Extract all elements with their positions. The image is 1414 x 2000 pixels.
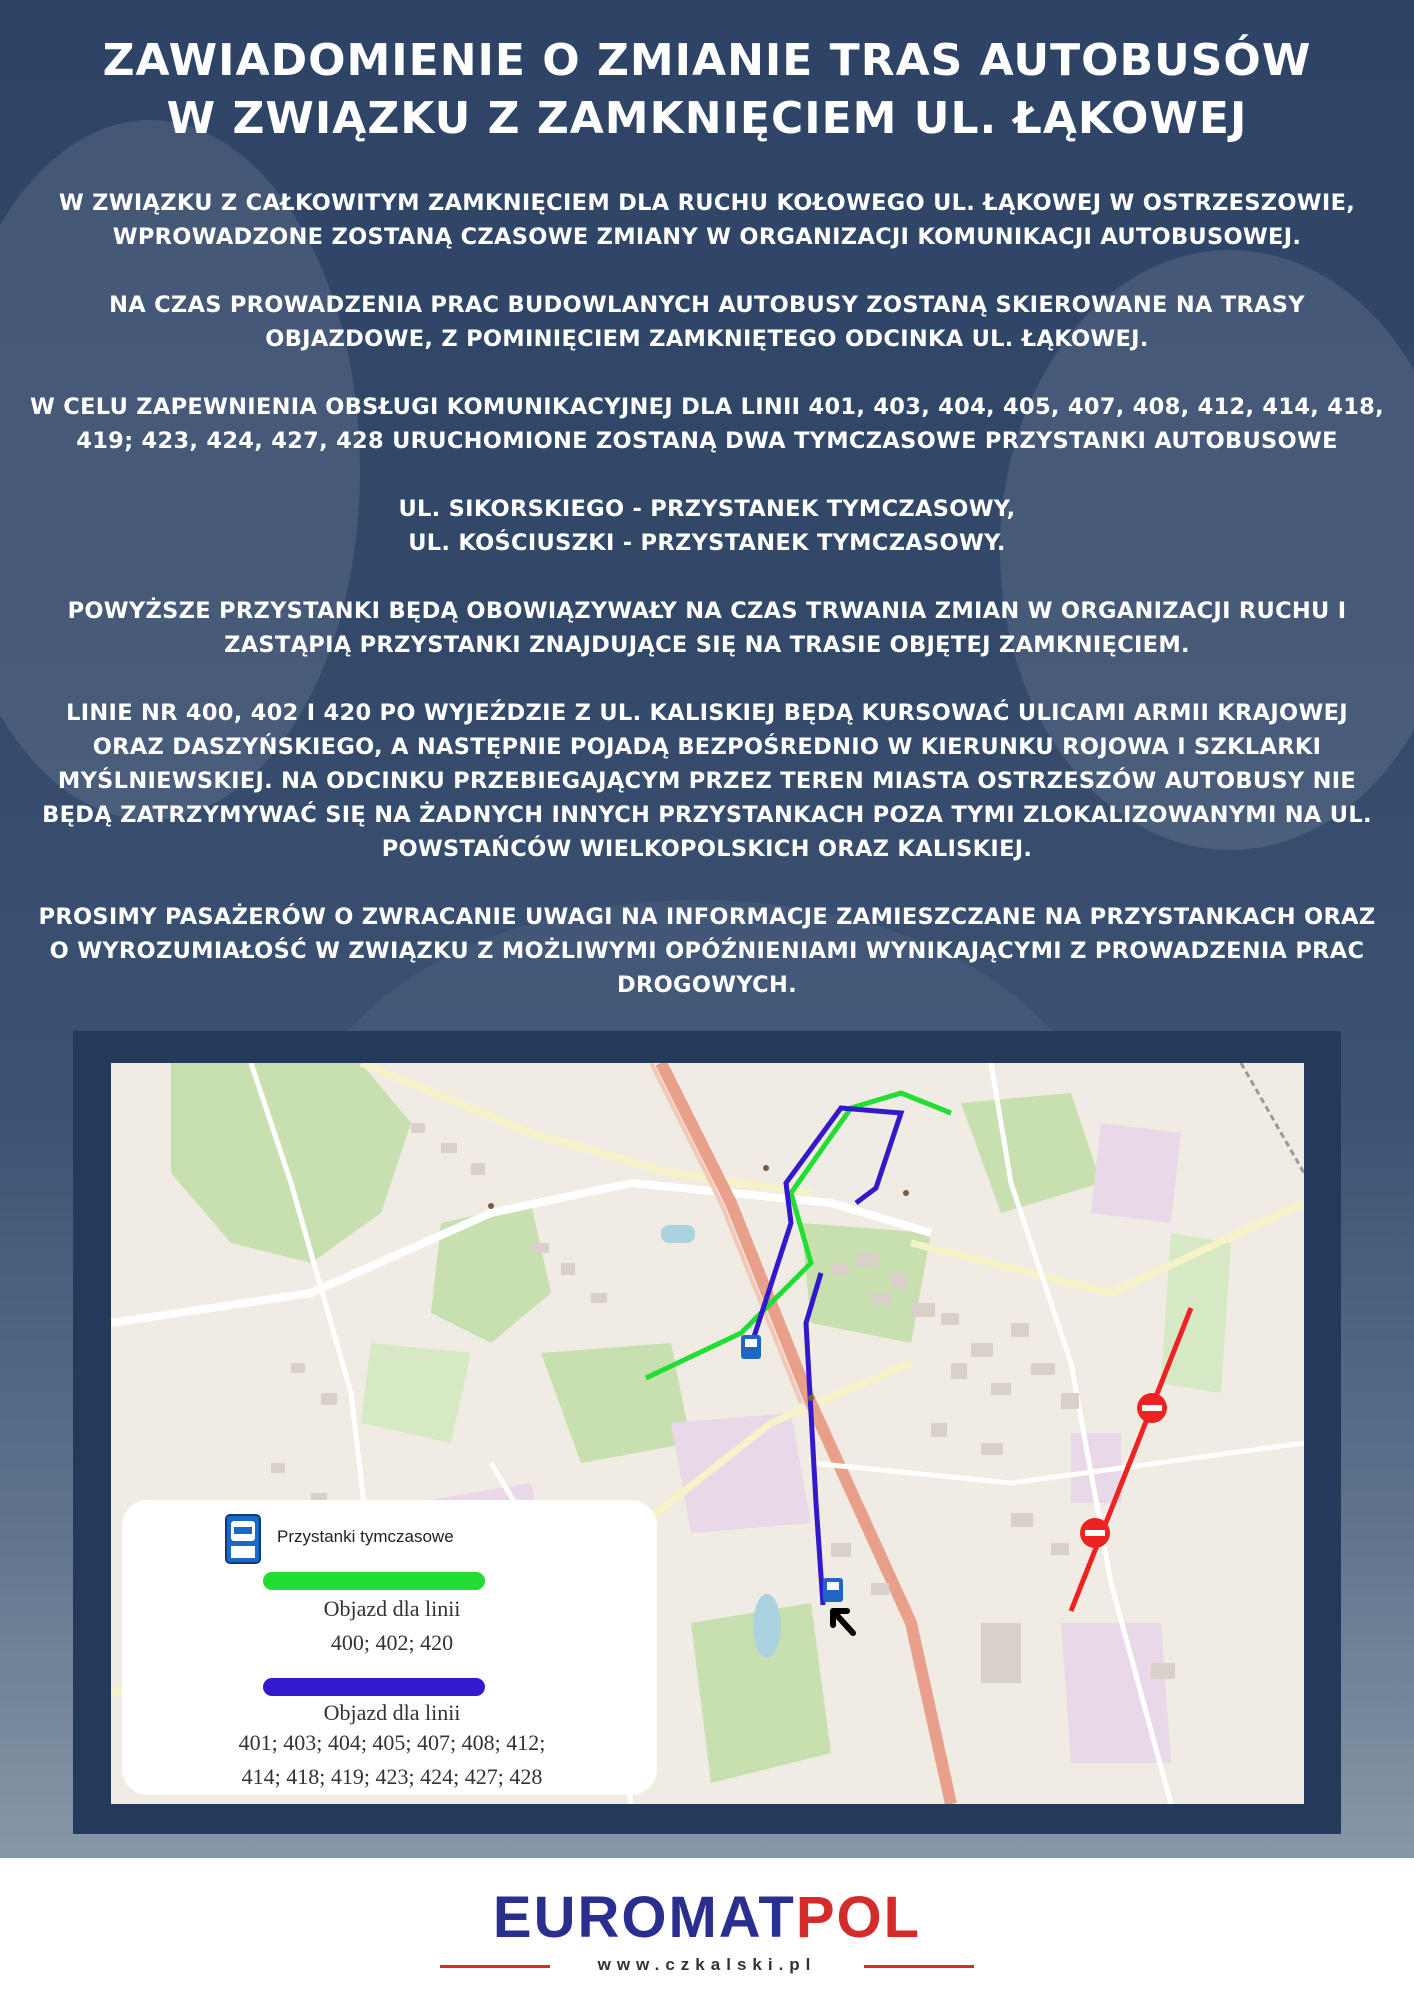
- road: [361, 1063, 811, 1193]
- forest-area: [431, 1203, 551, 1343]
- commercial-area: [671, 1413, 811, 1533]
- commercial-area: [1091, 1123, 1181, 1223]
- grass-area: [361, 1343, 471, 1443]
- park-area: [541, 1343, 691, 1463]
- no-entry-sign: [1080, 1518, 1110, 1548]
- arrow-icon: [833, 1611, 853, 1633]
- park-area: [961, 1093, 1101, 1213]
- paragraph-stop-list: [30, 492, 1384, 560]
- logo-part-euromat: EUROMAT: [492, 1885, 796, 1950]
- legend-blue-lines-2: 414; 418; 419; 423; 424; 427; 428: [241, 1764, 543, 1789]
- legend-blue-lines-1: 401; 403; 404; 405; 407; 408; 412;: [238, 1730, 546, 1755]
- paragraph-closure: W ZWIĄZKU Z CAŁKOWITYM ZAMKNIĘCIEM DLA RUCHU KOŁOWEGO UL. ŁĄKOWEJ W OSTRZESZOWIE, WPROWADZONE ZOSTANĄ CZASOWE ZMIANY W ORGANIZACJI KOMUNIKACJI AUTOBUSOWEJ.: [58, 190, 1356, 250]
- paragraph-detour: NA CZAS PROWADZENIA PRAC BUDOWLANYCH AUTOBUSY ZOSTANĄ SKIEROWANE NA TRASY OBJAZDOWE, Z POMINIĘCIEM ZAMKNIĘTEGO ODCINKA UL. ŁĄKOWEJ.: [109, 292, 1305, 352]
- announcement-body: [30, 186, 1384, 1036]
- map-legend: [122, 1500, 657, 1795]
- paragraph-validity: POWYŻSZE PRZYSTANKI BĘDĄ OBOWIĄZYWAŁY NA CZAS TRWANIA ZMIAN W ORGANIZACJI RUCHU I ZASTĄPIĄ PRZYSTANKI ZNAJDUJĄCE SIĘ NA TRASIE OBJĘTEJ ZAMKNIĘCIEM.: [67, 598, 1347, 658]
- legend-stops-label: Przystanki tymczasowe: [277, 1527, 454, 1546]
- company-logo: [0, 1886, 1414, 1950]
- no-entry-sign: [1137, 1393, 1167, 1423]
- pond: [753, 1594, 781, 1658]
- paragraph-temp-stops: W CELU ZAPEWNIENIA OBSŁUGI KOMUNIKACYJNEJ DLA LINII 401, 403, 404, 405, 407, 408, 412, 414, 418, 419; 423, 424, 427, 428 URUCHOMIONE ZOSTANĄ DWA TYMCZASOWE PRZYSTANKI AUTOBUSOWE: [30, 394, 1384, 454]
- road: [911, 1203, 1304, 1293]
- legend-green-lines: 400; 402; 420: [330, 1630, 454, 1655]
- bus-stop-icon: [823, 1578, 843, 1602]
- company-url[interactable]: www.czkalski.pl: [597, 1955, 817, 1974]
- legend-green-title: Objazd dla linii: [323, 1596, 461, 1621]
- bus-stop-icon: [741, 1335, 761, 1359]
- forest-area: [171, 1063, 411, 1263]
- logo-part-pol: POL: [795, 1885, 922, 1950]
- legend-green-bar: [263, 1572, 485, 1590]
- bus-stop-icon: [225, 1514, 261, 1564]
- stop-sikorskiego: UL. SIKORSKIEGO - PRZYSTANEK TYMCZASOWY,: [398, 496, 1016, 522]
- paragraph-lines-400-402-420: LINIE NR 400, 402 I 420 PO WYJEŹDZIE Z UL. KALISKIEJ BĘDĄ KURSOWAĆ ULICAMI ARMII KRAJOWEJ ORAZ DASZYŃSKIEGO, A NASTĘPNIE POJADĄ BEZPOŚREDNIO W KIERUNKU ROJOWA I SZKLARKI MYŚLNIEWSKIEJ. NA ODCINKU PRZEBIEGAJĄCYM PRZEZ TEREN MIASTA OSTRZESZÓW AUTOBUSY NIE BĘDĄ ZATRZYMYWAĆ SIĘ NA ŻADNYCH INNYCH PRZYSTANKACH POZA TYMI ZLOKALIZOWANYMI NA UL. POWSTAŃCÓW WIELKOPOLSKICH ORAZ KALISKIEJ.: [42, 700, 1372, 862]
- page-title: [0, 32, 1414, 148]
- stop-kosciuszki: UL. KOŚCIUSZKI - PRZYSTANEK TYMCZASOWY.: [408, 530, 1006, 556]
- pond: [661, 1225, 695, 1243]
- legend-blue-bar: [263, 1678, 485, 1696]
- legend-blue-title: Objazd dla linii: [323, 1700, 461, 1725]
- railway: [1241, 1063, 1304, 1173]
- road: [811, 1443, 1304, 1483]
- paragraph-request: PROSIMY PASAŻERÓW O ZWRACANIE UWAGI NA INFORMACJE ZAMIESZCZANE NA PRZYSTANKACH ORAZ O WYROZUMIAŁOŚĆ W ZWIĄZKU Z MOŻLIWYMI OPÓŹNIENIAMI WYNIKAJĄCYMI Z PROWADZENIA PRAC DROGOWYCH.: [38, 904, 1376, 998]
- title-line-2: W ZWIĄZKU Z ZAMKNIĘCIEM UL. ŁĄKOWEJ: [166, 93, 1248, 144]
- title-line-1: ZAWIADOMIENIE O ZMIANIE TRAS AUTOBUSÓW: [102, 35, 1312, 86]
